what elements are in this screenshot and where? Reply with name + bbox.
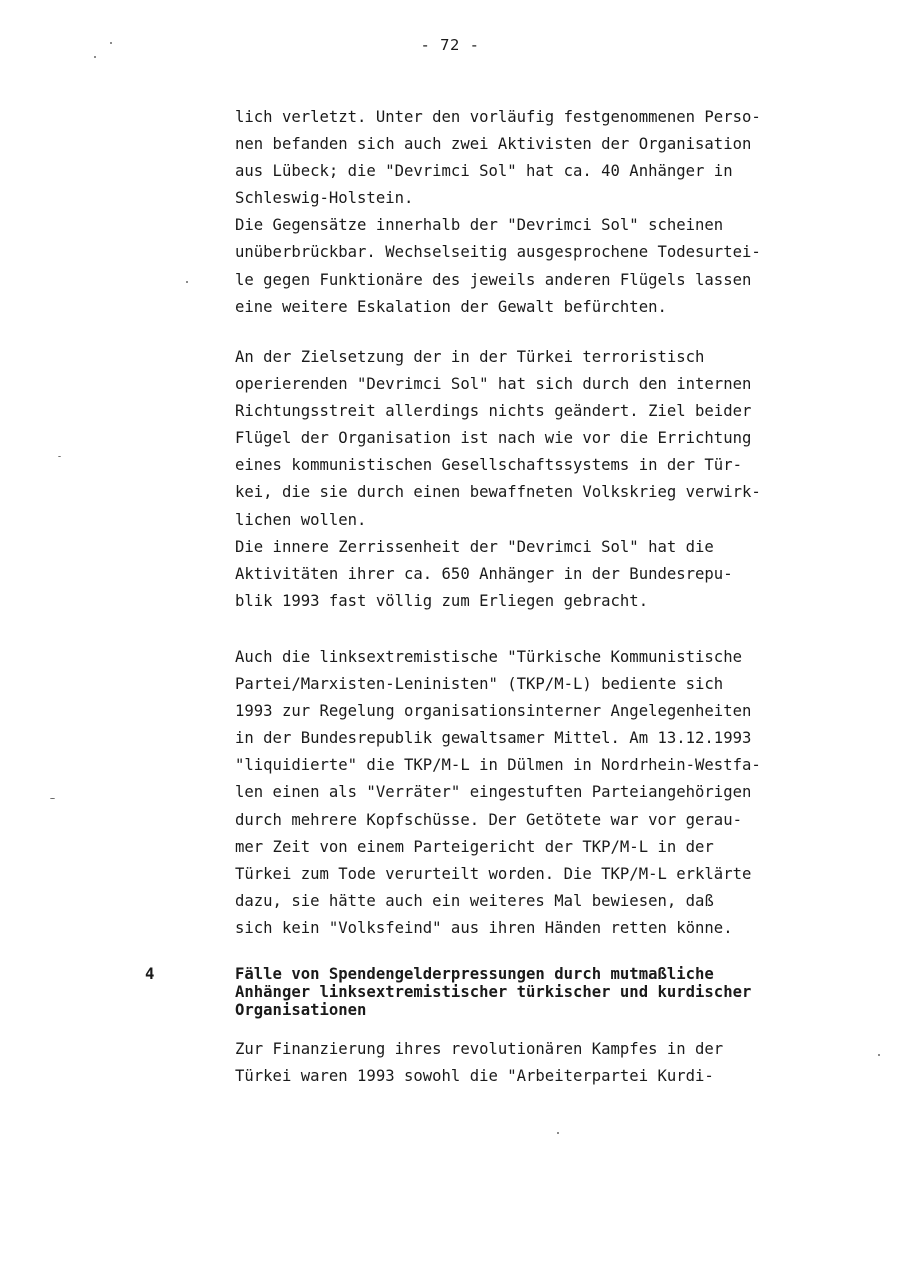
- text-line: Auch die linksextremistische "Türkische Kommunistische: [235, 648, 742, 666]
- scan-speck: [50, 798, 55, 799]
- text-line: aus Lübeck; die "Devrimci Sol" hat ca. 40 Anhänger in: [235, 162, 733, 181]
- text-line: Zur Finanzierung ihres revolutionären Kampfes in der: [235, 1040, 724, 1058]
- scan-speck: [58, 456, 61, 457]
- paragraph-2: [235, 344, 855, 615]
- text-line: len einen als "Verräter" eingestuften Parteiangehörigen: [235, 783, 752, 802]
- text-line: blik 1993 fast völlig zum Erliegen gebracht.: [235, 591, 649, 610]
- text-line: in der Bundesrepublik gewaltsamer Mittel. Am 13.12.1993: [235, 729, 752, 748]
- text-line: le gegen Funktionäre des jeweils anderen Flügels lassen: [235, 270, 752, 289]
- text-line: eine weitere Eskalation der Gewalt befürchten.: [235, 297, 667, 316]
- paragraph-1: [235, 104, 855, 321]
- section-heading: [235, 966, 875, 1019]
- scan-speck: [186, 281, 188, 283]
- text-line: 1993 zur Regelung organisationsinterner Angelegenheiten: [235, 702, 752, 721]
- scan-speck: [94, 56, 96, 58]
- scan-speck: [878, 1054, 880, 1056]
- text-line: Türkei zum Tode verurteilt worden. Die TKP/M-L erklärte: [235, 864, 752, 883]
- heading-line: Organisationen: [235, 1000, 367, 1019]
- paragraph-4: [235, 1036, 855, 1090]
- text-line: Türkei waren 1993 sowohl die "Arbeiterpartei Kurdi-: [235, 1067, 714, 1086]
- text-line: eines kommunistischen Gesellschaftssystems in der Tür-: [235, 456, 742, 475]
- scan-speck: [557, 1132, 559, 1134]
- text-line: Schleswig-Holstein.: [235, 189, 414, 208]
- text-line: Aktivitäten ihrer ca. 650 Anhänger in der Bundesrepu-: [235, 564, 733, 583]
- text-line: Partei/Marxisten-Leninisten" (TKP/M-L) bediente sich: [235, 675, 724, 694]
- paragraph-3: [235, 644, 855, 942]
- page-number: - 72 -: [420, 36, 480, 54]
- scan-speck: [110, 42, 112, 44]
- text-line: unüberbrückbar. Wechselseitig ausgesprochene Todesurtei-: [235, 243, 761, 262]
- text-line: lichen wollen.: [235, 510, 367, 529]
- heading-line: Anhänger linksextremistischer türkischer und kurdischer: [235, 982, 752, 1001]
- text-line: An der Zielsetzung der in der Türkei terroristisch: [235, 348, 705, 366]
- text-line: Richtungsstreit allerdings nichts geändert. Ziel beider: [235, 402, 752, 421]
- text-line: lich verletzt. Unter den vorläufig festgenommenen Perso-: [235, 108, 761, 126]
- text-line: operierenden "Devrimci Sol" hat sich durch den internen: [235, 375, 752, 394]
- text-line: mer Zeit von einem Parteigericht der TKP/M-L in der: [235, 837, 714, 856]
- text-line: Die innere Zerrissenheit der "Devrimci Sol" hat die: [235, 537, 714, 556]
- text-line: dazu, sie hätte auch ein weiteres Mal bewiesen, daß: [235, 891, 714, 910]
- text-line: Die Gegensätze innerhalb der "Devrimci Sol" scheinen: [235, 216, 724, 235]
- text-line: sich kein "Volksfeind" aus ihren Händen retten könne.: [235, 918, 733, 937]
- text-line: kei, die sie durch einen bewaffneten Volkskrieg verwirk-: [235, 483, 761, 502]
- text-line: "liquidierte" die TKP/M-L in Dülmen in Nordrhein-Westfa-: [235, 756, 761, 775]
- text-line: Flügel der Organisation ist nach wie vor die Errichtung: [235, 429, 752, 448]
- text-line: nen befanden sich auch zwei Aktivisten der Organisation: [235, 135, 752, 154]
- section-number: 4: [145, 965, 155, 983]
- text-line: durch mehrere Kopfschüsse. Der Getötete war vor gerau-: [235, 810, 742, 829]
- heading-line: Fälle von Spendengelderpressungen durch mutmaßliche: [235, 965, 714, 983]
